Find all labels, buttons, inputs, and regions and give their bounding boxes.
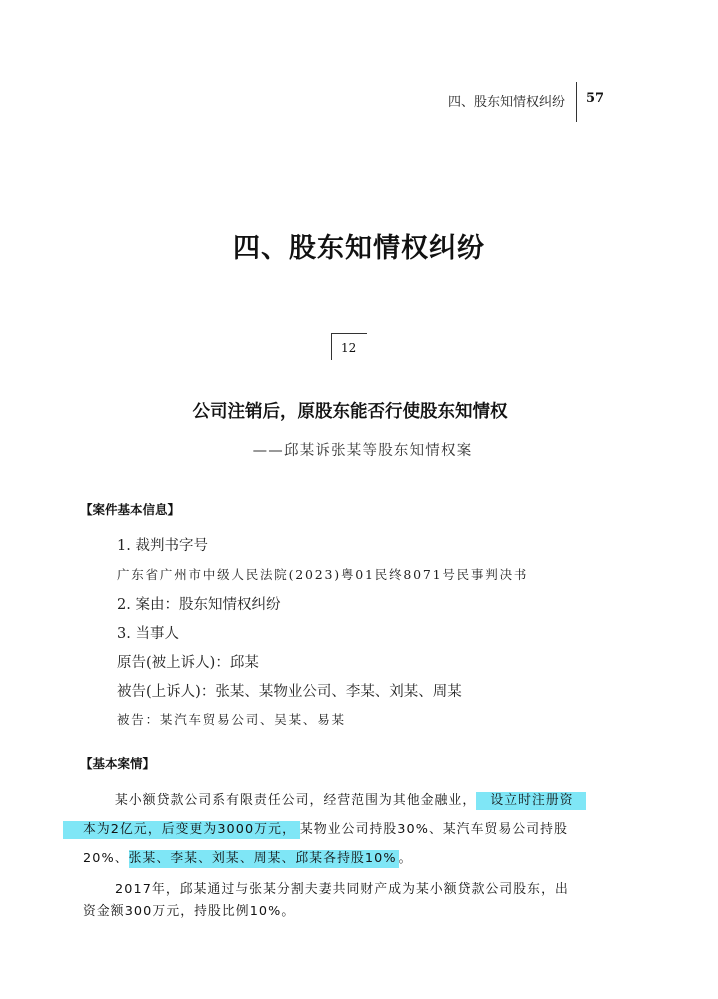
- facts-heading: 【基本案情】: [80, 756, 156, 771]
- facts-text: 某物业公司持股30%、某汽车贸易公司持股: [299, 822, 568, 837]
- running-title: 四、股东知情权纠纷: [448, 95, 566, 110]
- facts-text: 某小额贷款公司系有限责任公司，经营范围为其他金融业，: [115, 793, 477, 808]
- facts-paragraph-2-line-1: 2017年，邱某通过与张某分割夫妻共同财产成为某小额贷款公司股东，出: [115, 882, 569, 897]
- case-title: 公司注销后，原股东能否行使股东知情权: [192, 402, 508, 422]
- facts-line-2: [63, 818, 568, 839]
- case-number-box: [331, 333, 367, 360]
- chapter-title: 四、股东知情权纠纷: [233, 233, 485, 264]
- defendant-other: 被告：某汽车贸易公司、吴某、易某: [117, 712, 346, 727]
- facts-line-3: [83, 847, 413, 868]
- facts-text: 20%、: [83, 851, 129, 866]
- header-divider: [576, 82, 577, 122]
- basic-info-heading: 【案件基本信息】: [80, 502, 181, 517]
- item-judgment-label: 1. 裁判书字号: [117, 538, 208, 554]
- highlighted-text: 本为2亿元，后变更为3000万元，: [63, 821, 300, 839]
- highlighted-text: 张某、李某、刘某、周某、邱某各持股10%: [128, 851, 397, 866]
- running-header: [448, 88, 608, 116]
- case-number: 12: [341, 341, 357, 355]
- plaintiff: 原告(被上诉人)：邱某: [117, 655, 259, 671]
- facts-paragraph-2-line-2: 资金额300万元，持股比例10%。: [83, 904, 296, 919]
- case-subtitle: ——邱某诉张某等股东知情权案: [252, 443, 473, 459]
- page-number: 57: [586, 91, 605, 106]
- facts-text: 。: [398, 851, 413, 866]
- judgment-number: 广东省广州市中级人民法院(2023)粤01民终8071号民事判决书: [117, 567, 529, 582]
- item-cause: 2. 案由：股东知情权纠纷: [117, 597, 281, 613]
- item-parties-label: 3. 当事人: [117, 626, 179, 642]
- highlighted-text: 设立时注册资: [476, 792, 585, 810]
- facts-line-1: [115, 789, 586, 810]
- defendant-appellant: 被告(上诉人)：张某、某物业公司、李某、刘某、周某: [117, 684, 462, 700]
